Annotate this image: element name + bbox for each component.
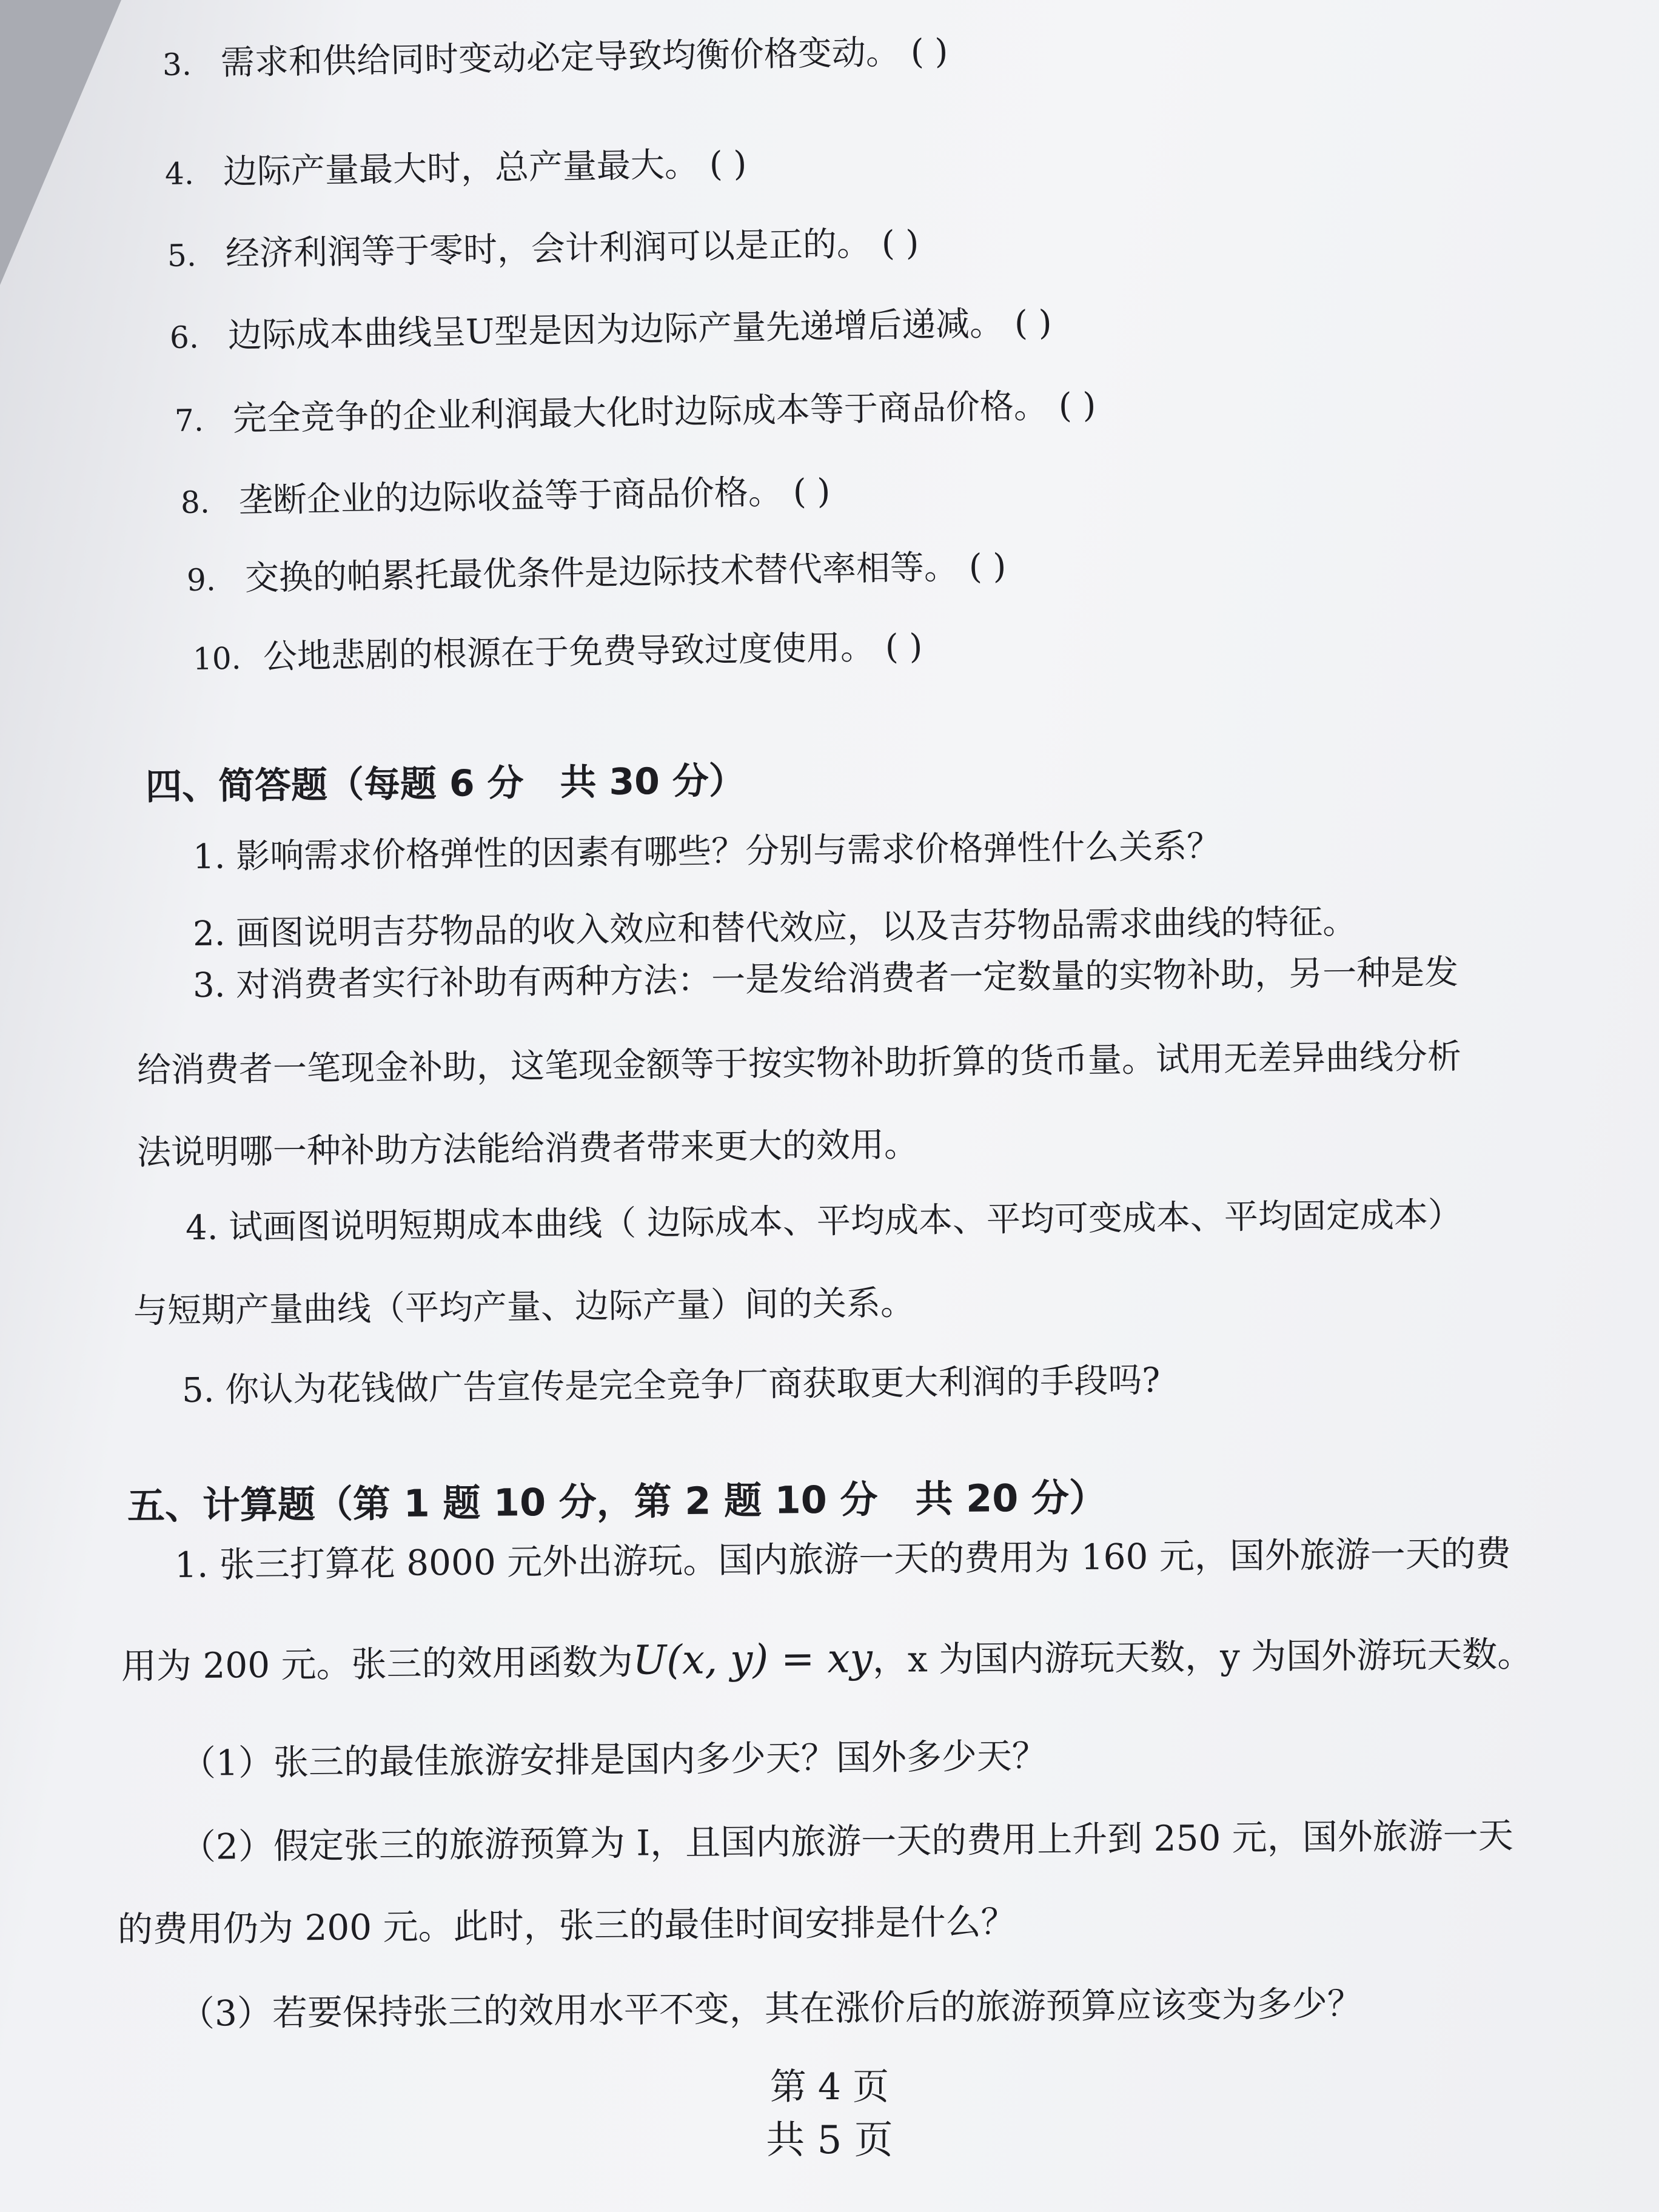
tf-item-number: 6. [169, 320, 199, 355]
tf-item-number: 3. [162, 47, 192, 82]
tf-item-text: 需求和供给同时变动必定导致均衡价格变动。 [220, 32, 900, 83]
tf-item-text: 经济利润等于零时，会计利润可以是正的。 [225, 224, 871, 274]
folded-corner-shadow [0, 0, 121, 285]
short-answer-q3-line2: 给消费者一笔现金补助，这笔现金额等于按实物补助折算的货币量。试用无差异曲线分析 [136, 1037, 1462, 1090]
tf-item-text: 公地悲剧的根源在于免费导致过度使用。 [263, 628, 875, 677]
section-heading-calculation: 五、计算题（第 1 题 10 分，第 2 题 10 分 共 20 分） [127, 1475, 1107, 1528]
tf-answer-blank: ( ) [885, 627, 923, 668]
calculation-sub3: （3）若要保持张三的效用水平不变，其在涨价后的旅游预算应该变为多少？ [179, 1982, 1363, 2034]
tf-item-4 [164, 142, 747, 196]
short-answer-q5: 5. 你认为花钱做广告宣传是完全竞争厂商获取更大利润的手段吗? [181, 1361, 1161, 1410]
short-answer-q3-line3: 法说明哪一种补助方法能给消费者带来更大的效用。 [136, 1125, 919, 1173]
tf-item-8 [180, 470, 831, 525]
tf-answer-blank: ( ) [881, 223, 919, 264]
short-answer-q4-line2: 与短期产量曲线（平均产量、边际产量）间的关系。 [133, 1283, 915, 1331]
section-heading-short-answer: 四、简答题（每题 6 分 共 30 分） [145, 759, 746, 808]
tf-answer-blank: ( ) [1058, 386, 1096, 426]
tf-answer-blank: ( ) [968, 546, 1007, 587]
tf-answer-blank: ( ) [910, 32, 948, 72]
page-number: 第 4 页 [769, 2066, 890, 2108]
calculation-q1-line2-end: ，x 为国内游玩天数，y 为国外游玩天数。 [872, 1633, 1533, 1681]
tf-item-9 [186, 545, 1006, 602]
calculation-q1-line1: 1. 张三打算花 8000 元外出游玩。国内旅游一天的费用为 160 元，国外旅游一天的费 [174, 1532, 1512, 1586]
tf-item-number: 8. [180, 484, 210, 520]
short-answer-q1: 1. 影响需求价格弹性的因素有哪些？分别与需求价格弹性什么关系？ [192, 826, 1221, 877]
calculation-sub1: （1）张三的最佳旅游安排是国内多少天？国外多少天？ [180, 1735, 1048, 1784]
calculation-sub2-line2: 的费用仍为 200 元。此时，张三的最佳时间安排是什么？ [117, 1901, 1016, 1950]
calculation-q1-line2-start: 用为 200 元。张三的效用函数为 [121, 1641, 633, 1687]
tf-item-text: 边际成本曲线呈U型是因为边际产量先递增后递减。 [227, 304, 1004, 356]
calculation-q1-line2 [121, 1631, 1533, 1688]
tf-answer-blank: ( ) [709, 144, 747, 184]
tf-item-number: 5. [167, 238, 197, 273]
tf-item-6 [169, 301, 1052, 360]
tf-item-text: 交换的帕累托最优条件是边际技术替代率相等。 [244, 548, 959, 598]
short-answer-q3-line1: 3. 对消费者实行补助有两种方法：一是发给消费者一定数量的实物补助，另一种是发 [192, 953, 1459, 1005]
tf-item-3 [162, 30, 948, 87]
tf-item-number: 9. [186, 562, 216, 598]
tf-item-7 [174, 384, 1096, 443]
tf-item-5 [167, 222, 919, 278]
page-total: 共 5 页 [766, 2118, 893, 2163]
tf-item-number: 7. [174, 403, 204, 438]
short-answer-q2: 2. 画图说明吉芬物品的收入效应和替代效应，以及吉芬物品需求曲线的特征。 [192, 902, 1357, 954]
tf-item-text: 边际产量最大时，总产量最大。 [223, 145, 699, 192]
tf-item-number: 4. [164, 156, 195, 192]
short-answer-q4-line1: 4. 试画图说明短期成本曲线（ 边际成本、平均成本、平均可变成本、平均固定成本） [185, 1195, 1463, 1248]
calculation-sub2-line1: （2）假定张三的旅游预算为 I，且国内旅游一天的费用上升到 250 元，国外旅游一天 [180, 1814, 1514, 1868]
tf-item-text: 垄断企业的边际收益等于商品价格。 [238, 472, 783, 521]
tf-item-10 [192, 625, 922, 681]
tf-item-number: 10. [192, 640, 241, 677]
tf-answer-blank: ( ) [1014, 303, 1053, 344]
tf-answer-blank: ( ) [793, 472, 831, 512]
tf-item-text: 完全竞争的企业利润最大化时边际成本等于商品价格。 [232, 386, 1048, 439]
utility-function-formula: U(x, y) = xy [632, 1635, 873, 1684]
